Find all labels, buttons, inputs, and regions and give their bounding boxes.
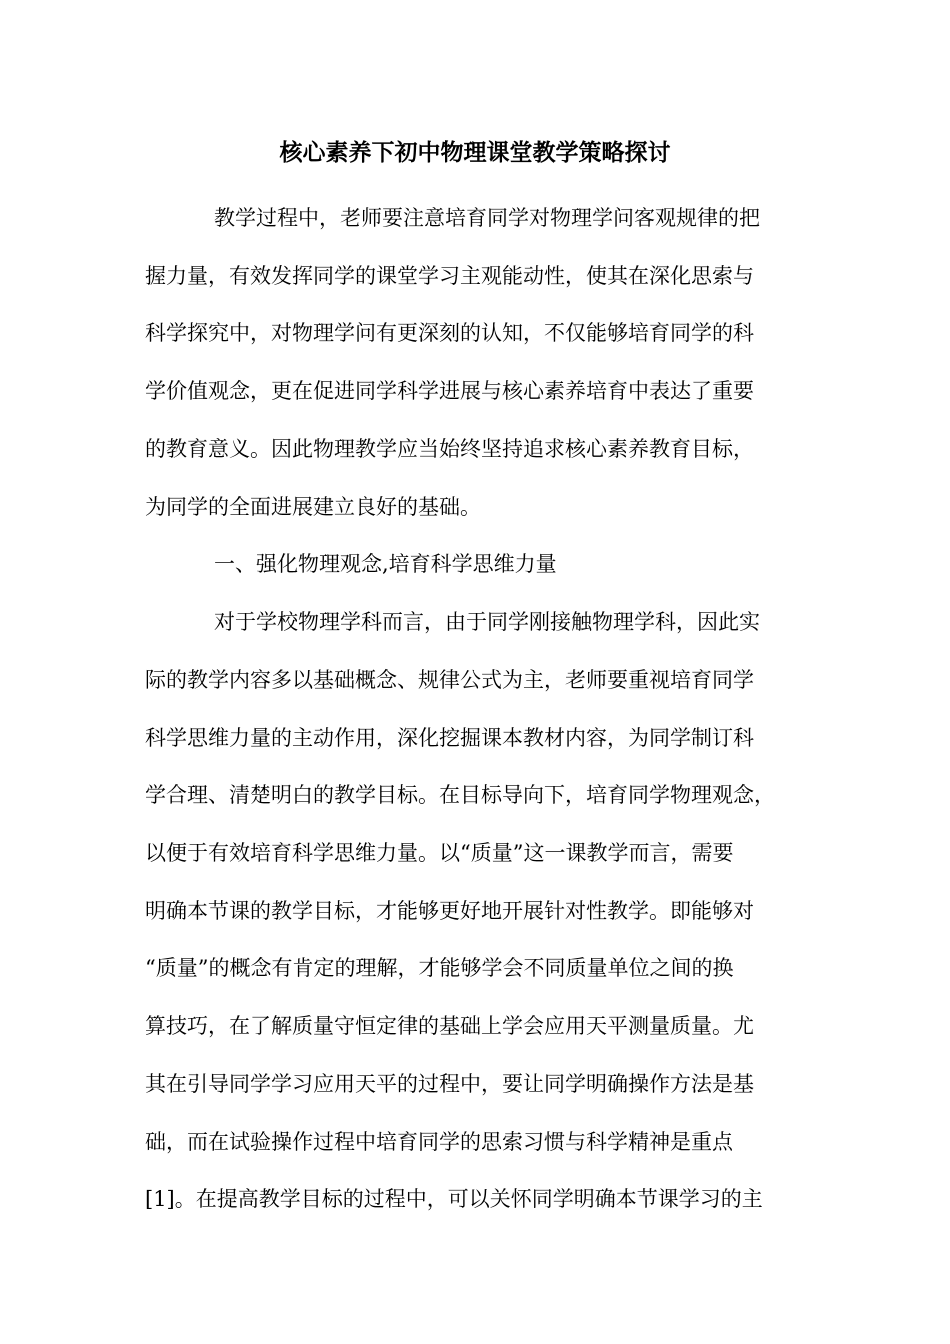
paragraph-2-line-9: 其在引导同学学习应用天平的过程中，要让同学明确操作方法是基 (145, 1072, 754, 1096)
document-title: 核心素养下初中物理课堂教学策略探讨 (279, 139, 671, 166)
paragraph-1-line-3: 科学探究中，对物理学问有更深刻的认知，不仅能够培育同学的科 (145, 321, 754, 345)
paragraph-1-line-5: 的教育意义。因此物理教学应当始终坚持追求核心素养教育目标， (145, 437, 754, 461)
paragraph-2-line-4: 学合理、清楚明白的教学目标。在目标导向下，培育同学物理观念， (145, 783, 775, 807)
paragraph-2-line-2: 际的教学内容多以基础概念、规律公式为主，老师要重视培育同学 (145, 668, 754, 692)
paragraph-2-line-3: 科学思维力量的主动作用，深化挖掘课本教材内容，为同学制订科 (145, 726, 754, 750)
paragraph-1-line-2: 握力量，有效发挥同学的课堂学习主观能动性，使其在深化思索与 (145, 264, 754, 288)
paragraph-1-line-6: 为同学的全面进展建立良好的基础。 (145, 495, 481, 519)
section-1-heading: 一、强化物理观念,培育科学思维力量 (214, 552, 557, 576)
paragraph-2-line-8: 算技巧，在了解质量守恒定律的基础上学会应用天平测量质量。尤 (145, 1014, 754, 1038)
paragraph-2-line-5: 以便于有效培育科学思维力量。以“质量”这一课教学而言，需要 (145, 841, 734, 865)
paragraph-2-line-10: 础，而在试验操作过程中培育同学的思索习惯与科学精神是重点 (145, 1130, 733, 1154)
paragraph-2-line-7: “质量”的概念有肯定的理解，才能够学会不同质量单位之间的换 (145, 956, 734, 980)
paragraph-2-line-11: [1]。在提高教学目标的过程中，可以关怀同学明确本节课学习的主 (145, 1187, 763, 1211)
paragraph-2-line-6: 明确本节课的教学目标，才能够更好地开展针对性教学。即能够对 (145, 899, 754, 923)
paragraph-1-line-4: 学价值观念，更在促进同学科学进展与核心素养培育中表达了重要 (145, 379, 754, 403)
paragraph-2-line-1: 对于学校物理学科而言，由于同学刚接触物理学科，因此实 (214, 610, 760, 634)
paragraph-1-line-1: 教学过程中，老师要注意培育同学对物理学问客观规律的把 (214, 206, 760, 230)
